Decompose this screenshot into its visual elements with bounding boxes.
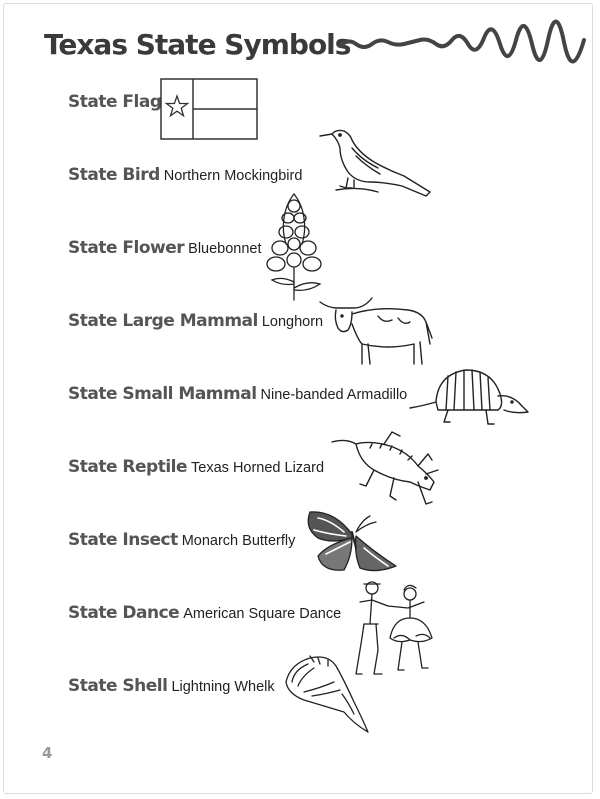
symbol-row-dance (68, 603, 341, 623)
symbol-label: State Flower (68, 238, 185, 258)
symbol-row-small-mammal (68, 384, 407, 404)
bluebonnet-icon (264, 192, 326, 302)
symbol-value: Northern Mockingbird (163, 168, 303, 184)
symbol-label: State Small Mammal (68, 384, 257, 404)
symbol-row-reptile (68, 457, 324, 477)
symbol-row-flag (68, 92, 162, 112)
symbol-value: American Square Dance (183, 606, 342, 622)
butterfly-icon (304, 508, 400, 576)
symbol-label: State Bird (68, 165, 160, 185)
symbol-row-shell (68, 676, 275, 696)
whelk-shell-icon (284, 652, 370, 734)
page-title: Texas State Symbols (44, 28, 351, 61)
page-number: 4 (42, 744, 53, 762)
symbol-row-large-mammal (68, 311, 323, 331)
symbol-label: State Dance (68, 603, 180, 623)
symbol-label: State Shell (68, 676, 168, 696)
texas-flag-icon (160, 78, 258, 140)
mockingbird-icon (318, 126, 434, 198)
symbol-row-bird (68, 165, 302, 185)
longhorn-icon (318, 294, 436, 366)
symbol-label: State Reptile (68, 457, 188, 477)
symbol-row-flower (68, 238, 262, 258)
squiggle-decoration (338, 32, 588, 54)
horned-lizard-icon (330, 424, 442, 512)
symbol-value: Bluebonnet (188, 241, 262, 257)
symbol-label: State Large Mammal (68, 311, 258, 331)
symbol-value: Lightning Whelk (171, 679, 275, 695)
symbol-value: Texas Horned Lizard (191, 460, 325, 476)
symbol-label: State Flag (68, 92, 162, 112)
symbol-value: Nine-banded Armadillo (260, 387, 408, 403)
symbol-value: Longhorn (261, 314, 324, 330)
symbol-label: State Insect (68, 530, 178, 550)
symbol-row-insect (68, 530, 295, 550)
symbol-value: Monarch Butterfly (181, 533, 296, 549)
